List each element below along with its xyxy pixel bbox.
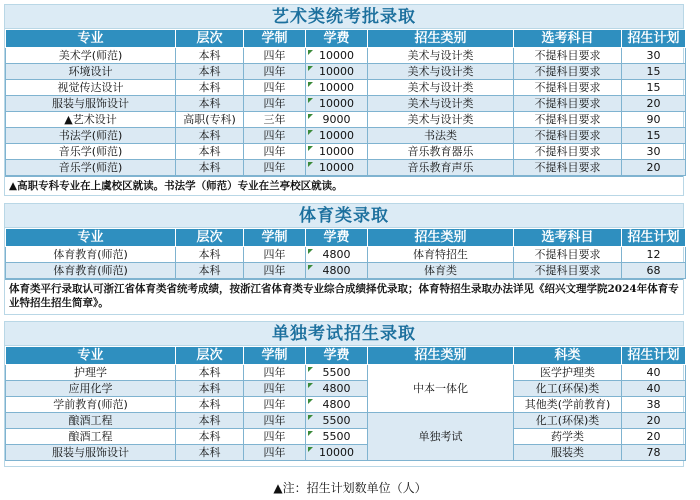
single-header-4: 招生类别 bbox=[368, 347, 514, 365]
sports-cell: 不提科目要求 bbox=[514, 263, 622, 279]
sports-header-1: 层次 bbox=[176, 229, 244, 247]
sports-admission-section bbox=[4, 203, 684, 315]
single-cell: 护理学 bbox=[6, 365, 176, 381]
art-cell: 不提科目要求 bbox=[514, 144, 622, 160]
art-cell: 30 bbox=[622, 144, 686, 160]
art-admission-section bbox=[4, 4, 684, 196]
table-row bbox=[6, 128, 686, 144]
art-cell: 30 bbox=[622, 48, 686, 64]
sports-cell: 体育教育(师范) bbox=[6, 247, 176, 263]
sports-cell: 体育类 bbox=[368, 263, 514, 279]
art-cell: 10000 bbox=[306, 144, 368, 160]
art-cell: 美术与设计类 bbox=[368, 80, 514, 96]
single-cell: 四年 bbox=[244, 413, 306, 429]
art-cell: 10000 bbox=[306, 96, 368, 112]
single-cell: 5500 bbox=[306, 413, 368, 429]
art-cell: 美术与设计类 bbox=[368, 48, 514, 64]
single-cell: 78 bbox=[622, 445, 686, 461]
single-cell: 应用化学 bbox=[6, 381, 176, 397]
art-cell: 20 bbox=[622, 160, 686, 176]
single-header-3: 学费 bbox=[306, 347, 368, 365]
art-header-1: 层次 bbox=[176, 30, 244, 48]
art-cell: 书法学(师范) bbox=[6, 128, 176, 144]
art-cell: 环境设计 bbox=[6, 64, 176, 80]
single-header-6: 招生计划 bbox=[622, 347, 686, 365]
art-cell: 本科 bbox=[176, 128, 244, 144]
table-row bbox=[6, 397, 686, 413]
art-cell: 本科 bbox=[176, 64, 244, 80]
single-category-cell: 中本一体化 bbox=[368, 365, 514, 413]
art-cell: 20 bbox=[622, 96, 686, 112]
sports-cell: 4800 bbox=[306, 263, 368, 279]
single-cell: 5500 bbox=[306, 365, 368, 381]
art-cell: 不提科目要求 bbox=[514, 64, 622, 80]
sports-cell: 12 bbox=[622, 247, 686, 263]
table-row bbox=[6, 112, 686, 128]
art-cell: 10000 bbox=[306, 80, 368, 96]
table-row bbox=[6, 247, 686, 263]
single-cell: 药学类 bbox=[514, 429, 622, 445]
art-cell: 音乐学(师范) bbox=[6, 160, 176, 176]
sports-cell: 四年 bbox=[244, 263, 306, 279]
sports-cell: 不提科目要求 bbox=[514, 247, 622, 263]
table-row bbox=[6, 413, 686, 429]
art-cell: 四年 bbox=[244, 80, 306, 96]
art-header-0: 专业 bbox=[6, 30, 176, 48]
table-row bbox=[6, 80, 686, 96]
art-cell: 美术与设计类 bbox=[368, 112, 514, 128]
single-cell: 酿酒工程 bbox=[6, 429, 176, 445]
single-cell: 4800 bbox=[306, 397, 368, 413]
single-cell: 四年 bbox=[244, 445, 306, 461]
art-header-5: 选考科目 bbox=[514, 30, 622, 48]
sports-table bbox=[5, 228, 686, 279]
table-row bbox=[6, 263, 686, 279]
sports-header-5: 选考科目 bbox=[514, 229, 622, 247]
art-cell: 音乐学(师范) bbox=[6, 144, 176, 160]
sports-header-6: 招生计划 bbox=[622, 229, 686, 247]
art-cell: 服装与服饰设计 bbox=[6, 96, 176, 112]
single-cell: 本科 bbox=[176, 397, 244, 413]
art-cell: 不提科目要求 bbox=[514, 112, 622, 128]
art-cell: 10000 bbox=[306, 128, 368, 144]
table-row bbox=[6, 429, 686, 445]
art-cell: 10000 bbox=[306, 64, 368, 80]
sports-header-2: 学制 bbox=[244, 229, 306, 247]
single-cell: 10000 bbox=[306, 445, 368, 461]
art-header-2: 学制 bbox=[244, 30, 306, 48]
art-cell: 90 bbox=[622, 112, 686, 128]
art-cell: 音乐教育声乐 bbox=[368, 160, 514, 176]
sports-cell: 本科 bbox=[176, 247, 244, 263]
single-cell: 本科 bbox=[176, 381, 244, 397]
single-cell: 本科 bbox=[176, 445, 244, 461]
art-cell: 不提科目要求 bbox=[514, 96, 622, 112]
art-cell: 不提科目要求 bbox=[514, 80, 622, 96]
art-section-title: 艺术类统考批录取 bbox=[5, 5, 683, 29]
single-cell: 服装与服饰设计 bbox=[6, 445, 176, 461]
single-cell: 服装类 bbox=[514, 445, 622, 461]
single-cell: 40 bbox=[622, 365, 686, 381]
art-header-3: 学费 bbox=[306, 30, 368, 48]
art-cell: 9000 bbox=[306, 112, 368, 128]
single-cell: 40 bbox=[622, 381, 686, 397]
table-row bbox=[6, 365, 686, 381]
art-cell: 15 bbox=[622, 64, 686, 80]
art-cell: 本科 bbox=[176, 144, 244, 160]
sports-cell: 本科 bbox=[176, 263, 244, 279]
sports-note: 体育类平行录取认可浙江省体育类省统考成绩，按浙江省体育类专业综合成绩择优录取；体育特招生录取办法详见《绍兴文理学院2024年体育专业特招生招生简章》。 bbox=[5, 279, 683, 312]
single-cell: 四年 bbox=[244, 429, 306, 445]
sports-cell: 体育教育(师范) bbox=[6, 263, 176, 279]
art-cell: 美术学(师范) bbox=[6, 48, 176, 64]
sports-cell: 体育特招生 bbox=[368, 247, 514, 263]
table-row bbox=[6, 48, 686, 64]
single-cell: 化工(环保)类 bbox=[514, 381, 622, 397]
art-cell: 美术与设计类 bbox=[368, 96, 514, 112]
table-row bbox=[6, 64, 686, 80]
art-cell: 本科 bbox=[176, 96, 244, 112]
art-cell: 四年 bbox=[244, 144, 306, 160]
single-cell: 化工(环保)类 bbox=[514, 413, 622, 429]
art-cell: 不提科目要求 bbox=[514, 128, 622, 144]
single-cell: 医学护理类 bbox=[514, 365, 622, 381]
single-cell: 38 bbox=[622, 397, 686, 413]
single-header-1: 层次 bbox=[176, 347, 244, 365]
art-cell: 10000 bbox=[306, 160, 368, 176]
single-cell: 20 bbox=[622, 429, 686, 445]
single-cell: 四年 bbox=[244, 381, 306, 397]
art-table bbox=[5, 29, 686, 176]
art-cell: 本科 bbox=[176, 160, 244, 176]
table-row bbox=[6, 381, 686, 397]
art-cell: 本科 bbox=[176, 48, 244, 64]
sports-section-title: 体育类录取 bbox=[5, 204, 683, 228]
table-row bbox=[6, 144, 686, 160]
single-header-5: 科类 bbox=[514, 347, 622, 365]
single-section-title: 单独考试招生录取 bbox=[5, 322, 683, 346]
art-note: ▲高职专科专业在上虞校区就读。书法学（师范）专业在兰亭校区就读。 bbox=[5, 176, 683, 195]
sports-cell: 68 bbox=[622, 263, 686, 279]
sports-header-3: 学费 bbox=[306, 229, 368, 247]
art-cell: 四年 bbox=[244, 160, 306, 176]
single-header-2: 学制 bbox=[244, 347, 306, 365]
single-cell: 酿酒工程 bbox=[6, 413, 176, 429]
art-cell: 四年 bbox=[244, 48, 306, 64]
single-cell: 20 bbox=[622, 413, 686, 429]
art-cell: 本科 bbox=[176, 80, 244, 96]
art-cell: 15 bbox=[622, 128, 686, 144]
single-cell: 5500 bbox=[306, 429, 368, 445]
table-row bbox=[6, 445, 686, 461]
single-cell: 学前教育(师范) bbox=[6, 397, 176, 413]
art-header-6: 招生计划 bbox=[622, 30, 686, 48]
single-header-0: 专业 bbox=[6, 347, 176, 365]
art-cell: 不提科目要求 bbox=[514, 48, 622, 64]
single-cell: 本科 bbox=[176, 429, 244, 445]
sports-cell: 四年 bbox=[244, 247, 306, 263]
table-row bbox=[6, 160, 686, 176]
art-cell: 15 bbox=[622, 80, 686, 96]
art-cell: 不提科目要求 bbox=[514, 160, 622, 176]
table-row bbox=[6, 96, 686, 112]
art-cell: 音乐教育器乐 bbox=[368, 144, 514, 160]
sports-header-4: 招生类别 bbox=[368, 229, 514, 247]
art-cell: 四年 bbox=[244, 128, 306, 144]
art-cell: 10000 bbox=[306, 48, 368, 64]
single-cell: 本科 bbox=[176, 365, 244, 381]
art-cell: 四年 bbox=[244, 64, 306, 80]
single-cell: 本科 bbox=[176, 413, 244, 429]
art-cell: 书法类 bbox=[368, 128, 514, 144]
single-cell: 四年 bbox=[244, 365, 306, 381]
art-cell: 三年 bbox=[244, 112, 306, 128]
single-exam-section bbox=[4, 321, 684, 467]
art-cell: 高职(专科) bbox=[176, 112, 244, 128]
art-header-4: 招生类别 bbox=[368, 30, 514, 48]
art-cell: ▲艺术设计 bbox=[6, 112, 176, 128]
art-cell: 四年 bbox=[244, 96, 306, 112]
single-category-cell: 单独考试 bbox=[368, 413, 514, 461]
single-cell: 其他类(学前教育) bbox=[514, 397, 622, 413]
sports-header-0: 专业 bbox=[6, 229, 176, 247]
footer-note: ▲注：招生计划数单位（人） bbox=[273, 481, 427, 495]
single-table bbox=[5, 346, 686, 461]
single-cell: 4800 bbox=[306, 381, 368, 397]
sports-cell: 4800 bbox=[306, 247, 368, 263]
art-cell: 视觉传达设计 bbox=[6, 80, 176, 96]
art-cell: 美术与设计类 bbox=[368, 64, 514, 80]
single-cell: 四年 bbox=[244, 397, 306, 413]
